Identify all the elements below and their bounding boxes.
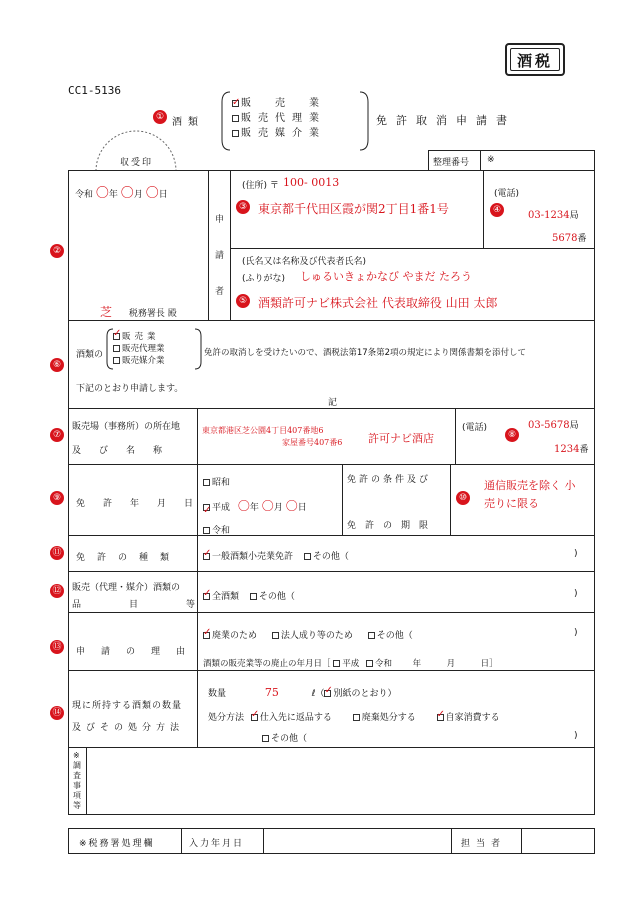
stock-label-1: 現に所持する酒類の数量	[72, 701, 183, 711]
stock-close: )	[574, 731, 578, 741]
tax-stamp	[505, 43, 565, 76]
reason-other[interactable]: その他（	[368, 631, 413, 641]
marker-6: ⑥	[50, 358, 64, 372]
footer-staff-label: 担当者	[461, 839, 507, 849]
marker-11: ⑪	[50, 546, 64, 560]
license-period-label: 免許の期限	[347, 521, 438, 531]
store-label-1: 販売場（事務所）の所在地	[72, 422, 181, 432]
kind-options	[232, 96, 343, 141]
store-address-1: 東京都港区芝公園4丁目407番地6	[202, 426, 324, 435]
store-label-2: 及び名称	[72, 446, 181, 456]
era-reiwa[interactable]: 令和	[203, 520, 307, 543]
statement-text: 免許の取消しを受けたいので、酒税法第17条第2項の規定により関係書類を添付して	[204, 348, 527, 358]
items-label-1: 販売（代理・媒介）酒類の	[72, 583, 181, 593]
marker-9: ⑨	[50, 491, 64, 505]
statement-options	[113, 331, 165, 367]
reason-label: 申請の理由	[76, 647, 202, 657]
name-label: (氏名又は名称及び代表者氏名)	[242, 257, 367, 267]
address-label: (住所) 〒	[242, 181, 279, 191]
method-return[interactable]: ✓ 仕入先に返品する	[251, 713, 332, 723]
ref-number-value: ※	[487, 155, 495, 165]
license-era-options	[203, 472, 307, 543]
stock-method-line: 処分方法 ✓ 仕入先に返品する 廃棄処分する ✓ 自家消費する	[208, 710, 500, 723]
items-all[interactable]: ✓全酒類	[203, 592, 239, 602]
postal-code: 100- 0013	[283, 176, 340, 189]
kind-option-agency[interactable]: 販売代理業	[232, 111, 343, 126]
era-showa[interactable]: 昭和	[203, 472, 307, 495]
reason-closure[interactable]: ✓廃業のため	[203, 631, 257, 641]
ref-number-box	[428, 150, 595, 170]
license-type-close: )	[574, 549, 578, 559]
reason-date-line: 酒類の販売業等の廃止の年月日［ 平成 令和 年 月 日］	[203, 659, 498, 669]
marker-14: ⑭	[50, 706, 64, 720]
reason-incorporation[interactable]: 法人成り等のため	[272, 631, 353, 641]
era-heisei[interactable]: ✓平成 〇年 〇月 〇日	[203, 495, 307, 520]
marker-13: ⑬	[50, 640, 64, 654]
statement-option-broker[interactable]: 販売媒介業	[113, 355, 165, 367]
store-tel-1: 03-5678局	[528, 420, 579, 431]
tax-office: 芝 税務署長 殿	[100, 305, 177, 319]
form-title: 免許取消申請書	[376, 114, 516, 127]
license-type-options	[203, 549, 349, 562]
form-code: CC1-5136	[68, 84, 121, 97]
stock-qty-line: 数量 75 ℓ（✓ 別紙のとおり）	[208, 686, 397, 699]
furigana-value: しゅるいきょかなび やまだ たろう	[300, 270, 472, 283]
method-other[interactable]: その他（	[262, 734, 307, 744]
license-type-label: 免許の種類	[76, 553, 182, 563]
store-tel-2: 1234番	[554, 444, 589, 455]
receipt-stamp-label: 収受印	[120, 158, 154, 168]
items-close: )	[574, 589, 578, 599]
marker-10: ⑩	[456, 491, 470, 505]
reason-era-reiwa[interactable]: 令和	[366, 659, 392, 669]
marker-8: ⑧	[505, 428, 519, 442]
reason-close: )	[574, 628, 578, 638]
application-date: 令和 〇年 〇月 〇日	[75, 186, 168, 201]
kind-option-sales[interactable]: ✓販売業	[232, 96, 343, 111]
statement-prefix: 酒類の	[76, 350, 104, 360]
license-type-general[interactable]: ✓ 一般酒類小売業免許	[203, 552, 293, 562]
kind-option-broker[interactable]: 販売媒介業	[232, 126, 343, 141]
method-self[interactable]: ✓ 自家消費する	[437, 713, 500, 723]
survey-label: ※調査事項等	[73, 751, 81, 810]
applicant-name: 酒類許可ナビ株式会社 代表取締役 山田 太郎	[258, 296, 498, 310]
marker-2: ②	[50, 244, 64, 258]
applicant-address: 東京都千代田区霞が関2丁目1番1号	[258, 202, 449, 216]
marker-12: ⑫	[50, 584, 64, 598]
applicant-vertical-label: 申 請 者	[215, 215, 225, 297]
marker-7: ⑦	[50, 428, 64, 442]
marker-5: ⑤	[236, 294, 250, 308]
marker-4: ④	[490, 203, 504, 217]
ki-label: 記	[328, 398, 338, 408]
marker-1: ①	[153, 110, 167, 124]
store-tel-label: (電話)	[462, 423, 488, 433]
license-condition-label: 免許の条件及び	[347, 475, 432, 485]
footer-label: ※税務署処理欄	[79, 839, 155, 849]
reason-options	[203, 628, 413, 641]
footer-date-label: 入力年月日	[189, 839, 245, 849]
stock-other-line	[262, 731, 307, 744]
footer-frame	[68, 828, 595, 854]
method-dispose[interactable]: 廃棄処分する	[353, 713, 416, 723]
statement-option-sales[interactable]: ✓販売業	[113, 331, 165, 343]
license-type-other[interactable]: その他（	[304, 552, 349, 562]
store-name: 許可ナビ酒店	[368, 432, 434, 445]
tel-part2: 5678番	[552, 233, 587, 244]
license-condition-value: 通信販売を除く 小売りに限る	[484, 479, 576, 510]
statement-text-2: 下記のとおり申請します。	[76, 384, 184, 394]
liquor-kind-label: 酒類	[172, 117, 204, 128]
tax-stamp-text: 酒税	[510, 48, 560, 71]
store-address-2: 家屋番号407番6	[282, 438, 343, 447]
license-date-label: 免許年月日	[76, 499, 212, 509]
tel-label: (電話)	[494, 189, 520, 199]
items-other[interactable]: その他（	[250, 592, 295, 602]
reason-era-heisei[interactable]: 平成	[333, 659, 359, 669]
footer-staff-field[interactable]	[522, 829, 594, 853]
ref-number-label: 整理番号	[433, 158, 470, 168]
marker-3: ③	[236, 200, 250, 214]
items-options	[203, 589, 295, 602]
tel-part1: 03-1234局	[528, 210, 579, 221]
items-label-2: 品目等	[72, 600, 244, 610]
stock-label-2: 及びその処分方法	[72, 723, 185, 733]
furigana-label: (ふりがな)	[242, 274, 286, 284]
statement-option-agency[interactable]: 販売代理業	[113, 343, 165, 355]
